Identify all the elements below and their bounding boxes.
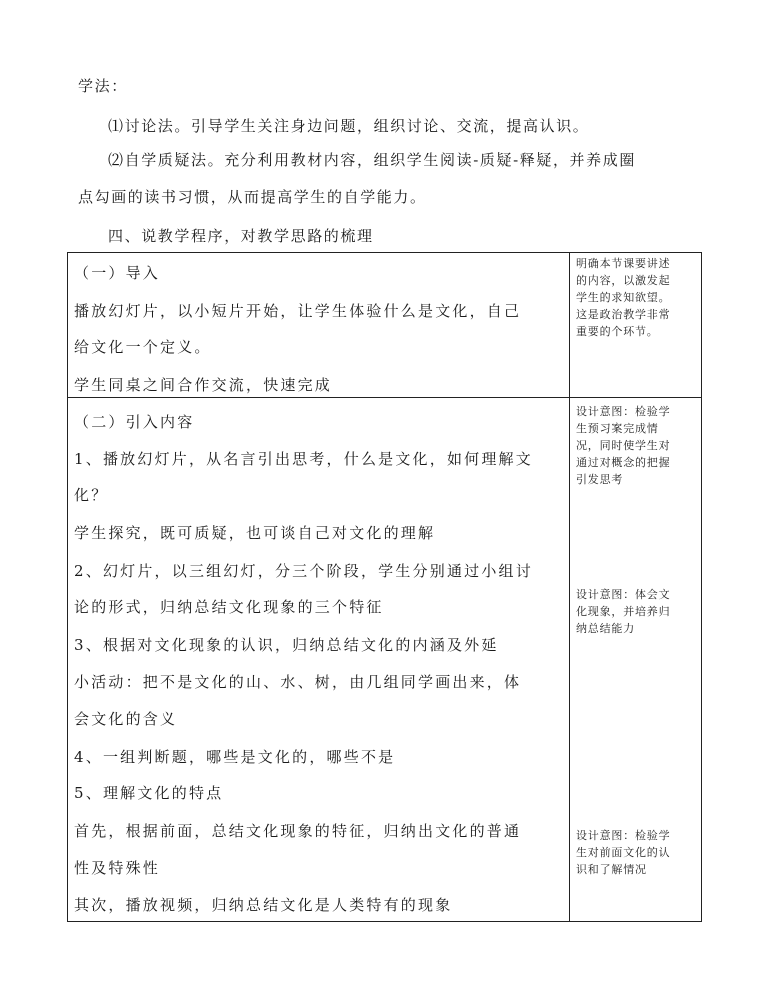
row2-line: 会文化的含义 — [74, 710, 178, 728]
row1-line: 学生同桌之间合作交流，快速完成 — [74, 376, 333, 394]
row2-line: 5、理解文化的特点 — [74, 784, 224, 802]
column-divider — [569, 253, 570, 921]
note-line: 生预习案完成情 — [576, 422, 659, 435]
note-line: 化现象，并培养归 — [576, 605, 671, 618]
row2-line: 小活动：把不是文化的山、水、树，由几组同学画出来，体 — [74, 673, 522, 691]
note-line: 的内容，以激发起 — [576, 274, 671, 287]
section-title: 四、说教学程序，对教学思路的梳理 — [108, 227, 374, 245]
note-line: 生对前面文化的认 — [576, 846, 671, 859]
learning-method-heading: 学法： — [78, 77, 128, 95]
teaching-procedure-table — [67, 252, 702, 922]
note-line: 重要的个环节。 — [576, 325, 659, 338]
row2-line: 论的形式，归纳总结文化现象的三个特征 — [74, 598, 384, 616]
row2-line: 3、根据对文化现象的认识，归纳总结文化的内涵及外延 — [74, 636, 499, 654]
note-line: 这是政治教学非常 — [576, 308, 671, 321]
row2-line: 化？ — [74, 486, 109, 504]
row2-line: （二）引入内容 — [74, 413, 195, 431]
row2-line: 其次，播放视频，归纳总结文化是人类特有的现象 — [74, 896, 453, 914]
note-line: 明确本节课要讲述 — [576, 257, 671, 270]
row2-line: 性及特殊性 — [74, 859, 161, 877]
row1-line: 给文化一个定义。 — [74, 338, 212, 356]
row2-line: 2、幻灯片，以三组幻灯，分三个阶段，学生分别通过小组讨 — [74, 562, 533, 580]
note-line: 况，同时使学生对 — [576, 439, 671, 452]
row-divider — [68, 397, 701, 398]
note-line: 设计意图：检验学 — [576, 829, 671, 842]
row2-line: 学生探究，既可质疑，也可谈自己对文化的理解 — [74, 524, 436, 542]
row2-line: 4、一组判断题，哪些是文化的，哪些不是 — [74, 748, 396, 766]
method-self-study-line1: ⑵自学质疑法。充分利用教材内容，组织学生阅读-质疑-释疑，并养成圈 — [108, 151, 636, 169]
method-discussion: ⑴讨论法。引导学生关注身边问题，组织讨论、交流，提高认识。 — [108, 117, 590, 135]
row1-line: （一）导入 — [74, 264, 161, 282]
note-line: 通过对概念的把握 — [576, 456, 671, 469]
note-line: 引发思考 — [576, 473, 624, 486]
note-line: 设计意图：体会文 — [576, 588, 671, 601]
row1-line: 播放幻灯片，以小短片开始，让学生体验什么是文化，自己 — [74, 302, 522, 320]
note-line: 设计意图：检验学 — [576, 405, 671, 418]
note-line: 纳总结能力 — [576, 622, 635, 635]
note-line: 学生的求知欲望。 — [576, 291, 671, 304]
row2-line: 1、播放幻灯片，从名言引出思考，什么是文化，如何理解文 — [74, 450, 533, 468]
row2-line: 首先，根据前面，总结文化现象的特征，归纳出文化的普通 — [74, 822, 522, 840]
note-line: 识和了解情况 — [576, 863, 647, 876]
method-self-study-line2: 点勾画的读书习惯，从而提高学生的自学能力。 — [78, 188, 427, 206]
